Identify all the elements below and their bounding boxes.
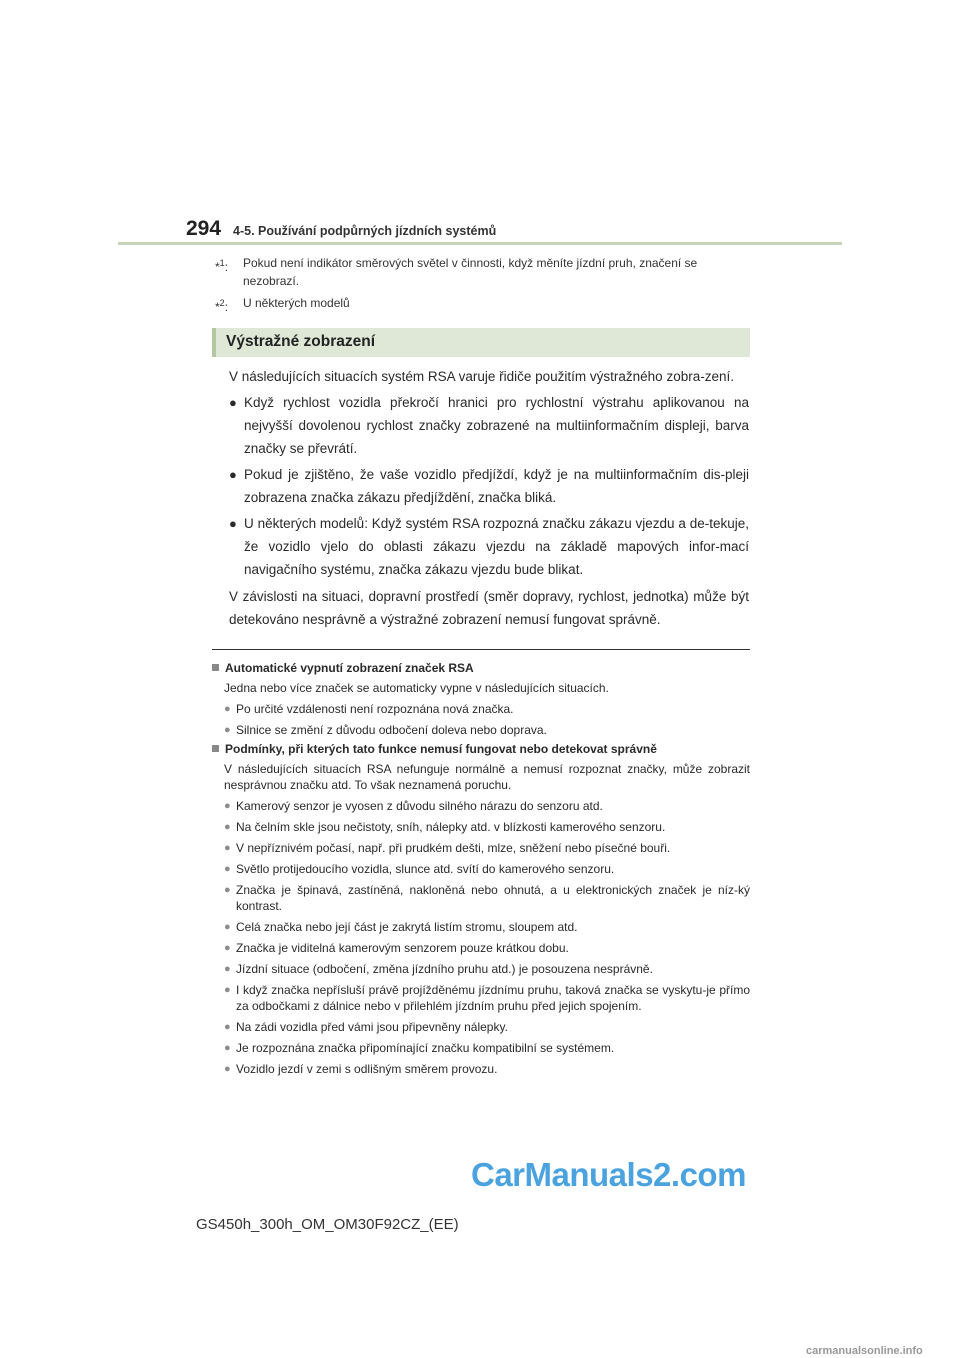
list-item: ● I když značka nepřísluší právě projížděnému jízdnímu pruhu, taková značka se vyskytu-je přímo za odbočkami z dálnice nebo v přilehlém jízdním pruhu před jejich spojením. (224, 983, 750, 1013)
bullet-icon: ● (224, 1063, 231, 1075)
page-number: 294 (186, 217, 222, 240)
bullet-icon: ● (229, 516, 237, 531)
bullet-icon: ● (224, 984, 231, 996)
bullet-icon: ● (224, 842, 231, 854)
outro-paragraph: V závislosti na situaci, dopravní prostředí (směr dopravy, rychlost, jednotka) může být detekováno nesprávně a výstražné zobrazení nemusí fungovat správně. (229, 589, 749, 627)
footnote-text: U některých modelů (243, 296, 350, 310)
bullet-icon: ● (224, 963, 231, 975)
list-item: ● Celá značka nebo její část je zakrytá listím stromu, sloupem atd. (224, 920, 578, 934)
bullet-icon: ● (229, 467, 237, 482)
list-item: ● V nepříznivém počasí, např. při prudkém dešti, mlze, sněžení nebo písečné bouři. (224, 841, 671, 855)
list-item: ● Vozidlo jezdí v zemi s odlišným směrem provozu. (224, 1062, 498, 1076)
notes (212, 657, 750, 1077)
list-item: ● U některých modelů: Když systém RSA rozpozná značku zákazu vjezdu a de-tekuje, že vozidlo vjelo do oblasti zákazu vjezdu na základě mapových infor-mací navigačního systému, značka zákazu vjezdu bude blikat. (229, 512, 749, 581)
header-rule (118, 242, 842, 245)
section-heading (212, 328, 750, 357)
list-item: ● Pokud je zjištěno, že vaše vozidlo předjíždí, když je na multiinformačním dis-pleji zobrazena značka zákazu předjíždění, značka bliká. (229, 463, 749, 509)
list-item: ● Silnice se změní z důvodu odbočení doleva nebo doprava. (224, 723, 547, 737)
footnotes (215, 254, 755, 316)
page-header (186, 215, 846, 245)
note-heading: Podmínky, při kterých tato funkce nemusí fungovat nebo detekovat správně (212, 741, 750, 757)
bullet-icon: ● (224, 921, 231, 933)
list-item: ● Značka je špinavá, zastíněná, nakloněná nebo ohnutá, a u elektronických značek je níz-ký kontrast. (224, 883, 750, 913)
footnote-1 (215, 254, 755, 290)
note-text: Jedna nebo více značek se automaticky vypne v následujících situacích. (224, 681, 609, 695)
footnote-2 (215, 294, 755, 312)
list-item: ● Na zádi vozidla před vámi jsou připevněny nálepky. (224, 1020, 508, 1034)
bullet-icon: ● (224, 821, 231, 833)
chapter-title: 4-5. Používání podpůrných jízdních systémů (233, 224, 497, 238)
square-bullet-icon (212, 745, 219, 752)
section-divider (212, 649, 750, 650)
bullet-icon: ● (224, 942, 231, 954)
intro-paragraph: V následujících situacích systém RSA varuje řidiče použitím výstražného zobra-zení. (229, 369, 734, 384)
bullet-icon: ● (224, 724, 231, 736)
list-item: ● Když rychlost vozidla překročí hranici pro rychlostní výstrahu aplikovanou na nejvyšší dovolenou rychlost značky zobrazené na multiinformačním displeji, barva značky se převrátí. (229, 391, 749, 460)
bullet-icon: ● (224, 1021, 231, 1033)
list-item: ● Světlo protijedoucího vozidla, slunce atd. svítí do kamerového senzoru. (224, 862, 615, 876)
bullet-icon: ● (224, 863, 231, 875)
bullet-icon: ● (224, 1042, 231, 1054)
section-body (229, 365, 749, 631)
list-item: ● Na čelním skle jsou nečistoty, sníh, nálepky atd. v blízkosti kamerového senzoru. (224, 820, 666, 834)
watermark-logo: CarManuals2.com (471, 1156, 746, 1193)
bottom-watermark: carmanualsonline.info (806, 1345, 923, 1357)
list-item: ● Jízdní situace (odbočení, změna jízdního pruhu atd.) je posouzena nesprávně. (224, 962, 653, 976)
bullet-icon: ● (224, 703, 231, 715)
footnote-text: Pokud není indikátor směrových světel v činnosti, když měníte jízdní pruh, značení se nezobrazí. (243, 256, 698, 288)
square-bullet-icon (212, 664, 219, 671)
footnote-mark: *$^2$: (215, 298, 229, 314)
list-item: ● Kamerový senzor je vyosen z důvodu silného nárazu do senzoru atd. (224, 799, 603, 813)
note-heading: Automatické vypnutí zobrazení značek RSA (212, 660, 750, 676)
list-item: ● Po určité vzdálenosti není rozpoznána nová značka. (224, 702, 514, 716)
bullet-icon: ● (224, 800, 231, 812)
note-text: V následujících situacích RSA nefunguje normálně a nemusí rozpoznat značky, může zobrazit nesprávnou značku atd. To však neznamená poruchu. (224, 762, 750, 792)
footnote-mark: *$^1$: (215, 258, 229, 274)
section-title: Výstražné zobrazení (226, 333, 376, 350)
list-item: ● Značka je viditelná kamerovým senzorem pouze krátkou dobu. (224, 941, 569, 955)
bullet-icon: ● (229, 395, 237, 410)
list-item: ● Je rozpoznána značka připomínající značku kompatibilní se systémem. (224, 1041, 615, 1055)
document-code: GS450h_300h_OM_OM30F92CZ_(EE) (196, 1216, 459, 1233)
bullet-icon: ● (224, 884, 231, 896)
